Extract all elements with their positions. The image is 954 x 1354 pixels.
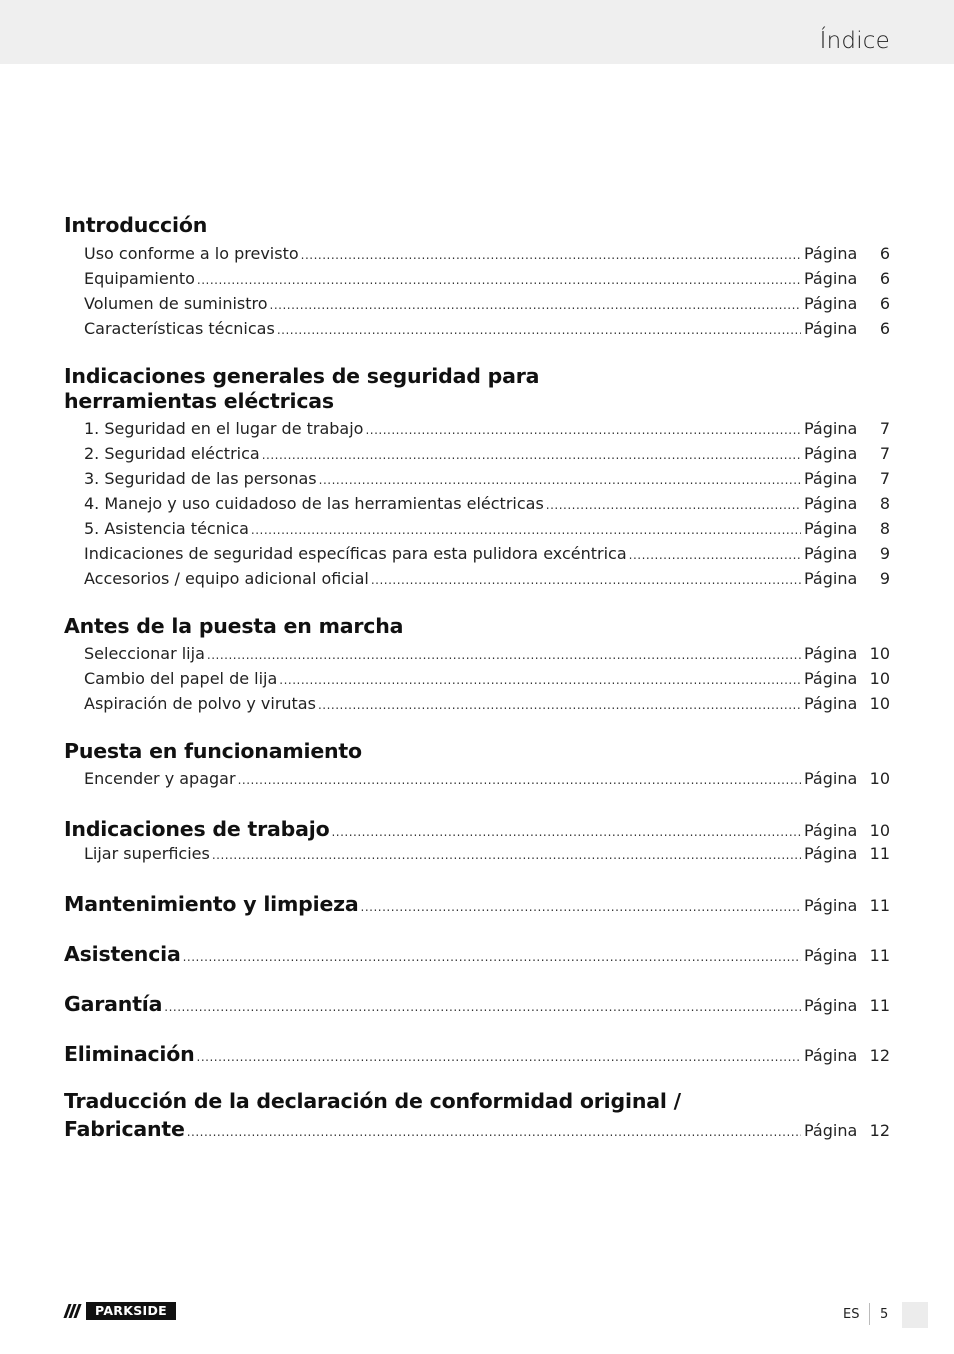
- brand-name: PARKSIDE: [86, 1302, 176, 1320]
- page-word: Página: [804, 1121, 858, 1140]
- footer-tab-marker: [902, 1302, 928, 1328]
- page-number: 10: [869, 644, 890, 663]
- page-word: Página: [804, 844, 858, 863]
- page-word: Página: [804, 244, 858, 263]
- toc-entry[interactable]: [84, 269, 890, 291]
- toc-entry-label: 3. Seguridad de las personas: [84, 469, 317, 488]
- dot-leader: [331, 825, 801, 839]
- page-number-footer: 5: [880, 1307, 889, 1322]
- toc-entry-label: Eliminación: [64, 1042, 195, 1066]
- page-word: Página: [804, 644, 858, 663]
- page-word: Página: [804, 294, 858, 313]
- logo-slashes-icon: [64, 1302, 86, 1320]
- dot-leader: [197, 273, 801, 287]
- page-word: Página: [804, 319, 858, 338]
- parkside-logo: [64, 1302, 176, 1320]
- toc-entry-label: Aspiración de polvo y virutas: [84, 694, 316, 713]
- dot-leader: [251, 523, 801, 537]
- page-number: 7: [879, 469, 890, 488]
- section-heading-traduccion-line1: Traducción de la declaración de conformidad original /: [64, 1089, 681, 1113]
- page-word: Página: [804, 669, 858, 688]
- section-heading-puesta: Puesta en funcionamiento: [64, 739, 362, 763]
- page-number: 11: [869, 946, 890, 965]
- toc-entry-heading-garantia[interactable]: [64, 992, 890, 1020]
- dot-leader: [270, 298, 801, 312]
- page-number: 8: [879, 494, 890, 513]
- page-number: 8: [879, 519, 890, 538]
- toc-entry-heading-asistencia[interactable]: [64, 942, 890, 970]
- toc-entry-label: Accesorios / equipo adicional oficial: [84, 569, 369, 588]
- toc-entry[interactable]: [84, 569, 890, 591]
- page-number: 10: [869, 769, 890, 788]
- toc-entry-label: Volumen de suministro: [84, 294, 268, 313]
- page-number: 6: [879, 294, 890, 313]
- page-number: 10: [869, 694, 890, 713]
- dot-leader: [207, 648, 801, 662]
- toc-entry[interactable]: [84, 494, 890, 516]
- section-heading-antes: Antes de la puesta en marcha: [64, 614, 404, 638]
- toc-entry[interactable]: [84, 694, 890, 716]
- toc-entry-label: 4. Manejo y uso cuidadoso de las herramientas eléctricas: [84, 494, 544, 513]
- toc-entry-heading-mantenimiento[interactable]: [64, 892, 890, 920]
- toc-entry-label: Lijar superficies: [84, 844, 210, 863]
- dot-leader: [361, 900, 801, 914]
- toc-entry-label: Garantía: [64, 992, 163, 1016]
- toc-entry[interactable]: [84, 319, 890, 341]
- dot-leader: [197, 1050, 801, 1064]
- page-number: 9: [879, 569, 890, 588]
- page-word: Página: [804, 494, 858, 513]
- header-bar: [0, 0, 954, 64]
- toc-entry-label: 2. Seguridad eléctrica: [84, 444, 260, 463]
- page-word: Página: [804, 519, 858, 538]
- language-code: ES: [843, 1307, 860, 1322]
- page-word: Página: [804, 821, 858, 840]
- toc-entry-label: 1. Seguridad en el lugar de trabajo: [84, 419, 364, 438]
- section-heading-introduccion: Introducción: [64, 213, 208, 237]
- page-word: Página: [804, 1046, 858, 1065]
- toc-entry[interactable]: [84, 669, 890, 691]
- dot-leader: [318, 698, 801, 712]
- page-word: Página: [804, 419, 858, 438]
- page-word: Página: [804, 469, 858, 488]
- page-word: Página: [804, 694, 858, 713]
- toc-entry-label: Indicaciones de seguridad específicas para esta pulidora excéntrica: [84, 544, 627, 563]
- toc-entry-label: Encender y apagar: [84, 769, 236, 788]
- page-word: Página: [804, 569, 858, 588]
- toc-entry-label: Asistencia: [64, 942, 181, 966]
- toc-entry[interactable]: [84, 844, 890, 866]
- dot-leader: [301, 248, 801, 262]
- dot-leader: [319, 473, 801, 487]
- page-number: 11: [869, 896, 890, 915]
- toc-entry[interactable]: [84, 244, 890, 266]
- toc-entry[interactable]: [84, 544, 890, 566]
- toc-entry[interactable]: [84, 444, 890, 466]
- page-word: Página: [804, 769, 858, 788]
- dot-leader: [279, 673, 801, 687]
- toc-entry-label: Características técnicas: [84, 319, 275, 338]
- page-number: 6: [879, 319, 890, 338]
- dot-leader: [371, 573, 801, 587]
- page-number: 10: [869, 821, 890, 840]
- dot-leader: [238, 773, 801, 787]
- toc-entry[interactable]: [84, 469, 890, 491]
- page-title: Índice: [819, 28, 890, 54]
- page-number: 6: [879, 244, 890, 263]
- toc-entry-label: Fabricante: [64, 1117, 185, 1141]
- toc-entry-label: Seleccionar lija: [84, 644, 205, 663]
- toc-entry[interactable]: [84, 769, 890, 791]
- page-word: Página: [804, 444, 858, 463]
- toc-entry-label: Equipamiento: [84, 269, 195, 288]
- toc-entry-label: 5. Asistencia técnica: [84, 519, 249, 538]
- page-number: 6: [879, 269, 890, 288]
- toc-entry-label: Cambio del papel de lija: [84, 669, 278, 688]
- toc-entry-label: Mantenimiento y limpieza: [64, 892, 359, 916]
- section-heading-seguridad-line1: Indicaciones generales de seguridad para: [64, 364, 540, 388]
- page-word: Página: [804, 996, 858, 1015]
- toc-entry-label: Uso conforme a lo previsto: [84, 244, 299, 263]
- page-word: Página: [804, 269, 858, 288]
- dot-leader: [629, 548, 801, 562]
- page-number: 11: [869, 844, 890, 863]
- toc-entry[interactable]: [84, 294, 890, 316]
- dot-leader: [212, 848, 801, 862]
- page-number: 10: [869, 669, 890, 688]
- page-number: 12: [869, 1046, 890, 1065]
- footer-divider: [869, 1303, 870, 1325]
- page-word: Página: [804, 946, 858, 965]
- toc-entry-heading-trabajo[interactable]: [64, 817, 890, 845]
- toc-entry-label: Indicaciones de trabajo: [64, 817, 330, 841]
- page-word: Página: [804, 896, 858, 915]
- dot-leader: [164, 1000, 801, 1014]
- toc-entry[interactable]: [84, 519, 890, 541]
- page-number: 7: [879, 444, 890, 463]
- dot-leader: [187, 1125, 801, 1139]
- page-number: 7: [879, 419, 890, 438]
- toc-entry[interactable]: [84, 419, 890, 441]
- toc-entry-heading-eliminacion[interactable]: [64, 1042, 890, 1070]
- page-number: 11: [869, 996, 890, 1015]
- dot-leader: [546, 498, 801, 512]
- dot-leader: [365, 423, 801, 437]
- section-heading-seguridad-line2: herramientas eléctricas: [64, 389, 334, 413]
- toc-entry[interactable]: [84, 644, 890, 666]
- dot-leader: [183, 950, 801, 964]
- page-number: 9: [879, 544, 890, 563]
- page-number: 12: [869, 1121, 890, 1140]
- toc-entry-heading-traduccion[interactable]: [64, 1117, 890, 1145]
- dot-leader: [262, 448, 801, 462]
- dot-leader: [277, 323, 801, 337]
- page-word: Página: [804, 544, 858, 563]
